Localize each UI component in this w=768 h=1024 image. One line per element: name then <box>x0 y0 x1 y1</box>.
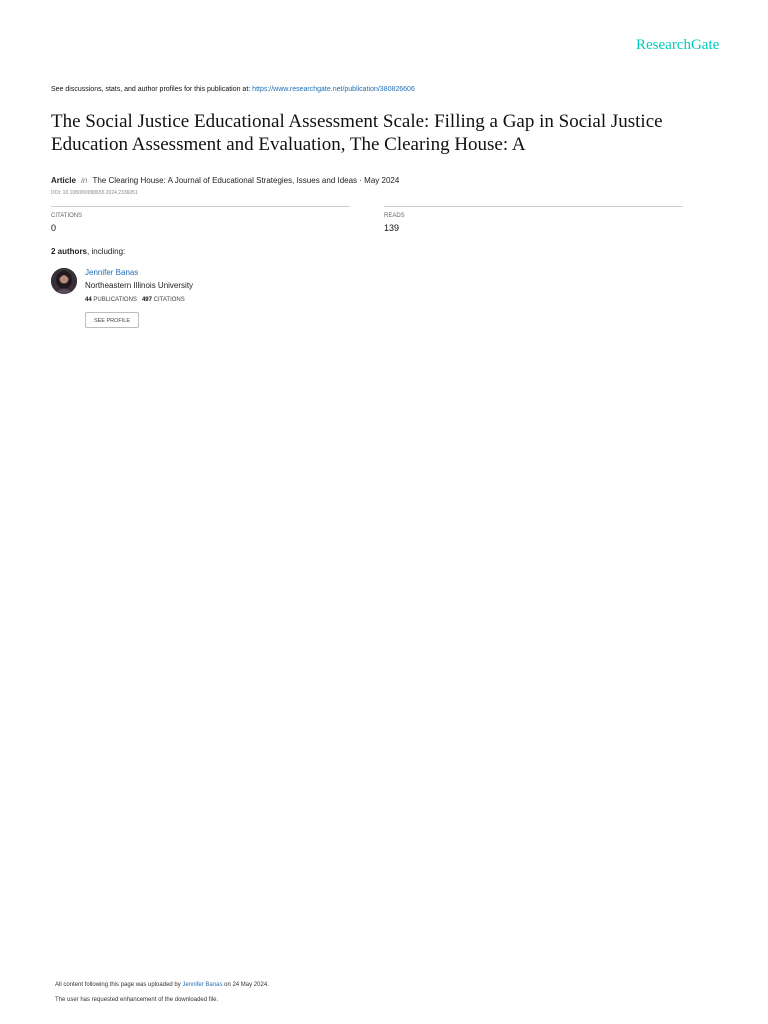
author-publications-label: PUBLICATIONS <box>93 297 137 303</box>
upload-note <box>55 982 269 988</box>
publication-meta <box>51 176 399 185</box>
publication-title: The Social Justice Educational Assessment Scale: Filling a Gap in Social Justice Education Assessment and Evaluation, The Clearing House: A <box>51 111 663 155</box>
citations-label: CITATIONS <box>51 213 83 219</box>
author-institution: Northeastern Illinois University <box>85 281 194 290</box>
author-name-link[interactable]: Jennifer Banas <box>85 268 139 277</box>
in-label: in <box>81 176 88 185</box>
author-publications-count: 44 <box>85 297 92 303</box>
authors-summary <box>51 247 125 256</box>
upload-suffix: on 24 May 2024. <box>222 982 269 988</box>
citations-divider <box>51 206 350 207</box>
authors-suffix: , including: <box>87 247 126 256</box>
discussion-line <box>51 86 415 93</box>
enhancement-note: The user has requested enhancement of the downloaded file. <box>55 997 219 1003</box>
author-stats <box>85 297 185 303</box>
author-photo-icon[interactable] <box>51 268 77 294</box>
citations-value: 0 <box>51 223 57 233</box>
reads-value: 139 <box>384 223 400 233</box>
reads-label: READS <box>384 213 405 219</box>
publication-type: Article <box>51 176 76 185</box>
author-citations-count: 497 <box>141 297 152 303</box>
uploader-link[interactable]: Jennifer Banas <box>182 982 223 988</box>
author-citations-label: CITATIONS <box>153 297 185 303</box>
authors-count: 2 authors <box>51 247 88 256</box>
doi-text: DOI: 10.1080/00098655.2024.2336051 <box>51 190 138 196</box>
discussion-prefix: See discussions, stats, and author profiles for this publication at: <box>51 86 253 93</box>
reads-divider <box>384 206 683 207</box>
upload-prefix: All content following this page was uploaded by <box>55 982 183 988</box>
publication-url-link[interactable]: https://www.researchgate.net/publication/380826606 <box>252 86 415 93</box>
see-profile-button[interactable]: SEE PROFILE <box>85 312 139 328</box>
venue-date: The Clearing House: A Journal of Educational Strategies, Issues and Ideas · May 2024 <box>92 176 400 185</box>
researchgate-logo: ResearchGate <box>636 37 720 53</box>
